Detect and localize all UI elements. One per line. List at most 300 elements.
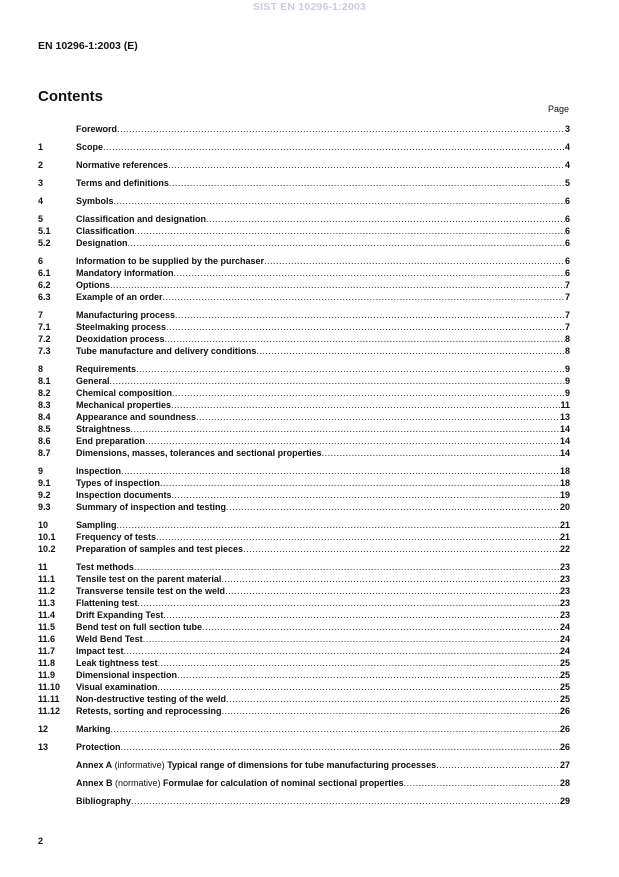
- toc-entry-title: Tensile test on the parent material: [76, 574, 222, 584]
- toc-entry-title: Visual examination: [76, 682, 158, 692]
- toc-entry-label: [76, 237, 128, 249]
- toc-entry[interactable]: [38, 279, 570, 291]
- toc-entry-number: 6.3: [38, 292, 51, 302]
- toc-entry[interactable]: [38, 777, 570, 789]
- toc-entry-label: [76, 333, 165, 345]
- toc-entry[interactable]: [38, 267, 570, 279]
- toc-entry-title: General: [76, 376, 110, 386]
- toc-entry-title: Bend test on full section tube: [76, 622, 203, 632]
- toc-entry-title: Sampling: [76, 520, 117, 530]
- dot-leader: [110, 375, 565, 387]
- toc-entry-label: [76, 447, 322, 459]
- toc-entry-title: Classification: [76, 226, 135, 236]
- toc-entry-page: 23: [559, 610, 570, 620]
- toc-entry-label: [76, 363, 136, 375]
- toc-entry-title: Annex A: [76, 760, 113, 770]
- toc-entry-page: 6: [564, 238, 570, 248]
- toc-entry-label: [76, 597, 138, 609]
- toc-entry[interactable]: [38, 225, 570, 237]
- dot-leader: [134, 561, 560, 573]
- toc-entry-label: [76, 411, 196, 423]
- toc-entry-number: 5.1: [38, 226, 51, 236]
- toc-entry[interactable]: [38, 633, 570, 645]
- toc-entry-number: 8.5: [38, 424, 51, 434]
- toc-entry-label: [76, 279, 110, 291]
- toc-entry-number: 11.3: [38, 598, 56, 608]
- toc-entry[interactable]: [38, 795, 570, 807]
- toc-entry-number: 4: [38, 196, 44, 206]
- toc-entry[interactable]: [38, 741, 570, 753]
- toc-entry-title: Foreword: [76, 124, 118, 134]
- toc-entry-number: 8.2: [38, 388, 51, 398]
- toc-entry-number: 6.1: [38, 268, 51, 278]
- toc-entry-number: 9.1: [38, 478, 51, 488]
- dot-leader: [163, 609, 560, 621]
- toc-entry-title: Transverse tensile test on the weld: [76, 586, 226, 596]
- toc-entry[interactable]: [38, 681, 570, 693]
- toc-entry-title: Terms and definitions: [76, 178, 169, 188]
- toc-entry-label: [76, 141, 103, 153]
- toc-entry-title: Summary of inspection and testing: [76, 502, 227, 512]
- toc-entry-page: 7: [564, 322, 570, 332]
- toc-entry-number: 11.1: [38, 574, 56, 584]
- dot-leader: [196, 411, 560, 423]
- dot-leader: [165, 333, 565, 345]
- toc-entry-page: 24: [559, 646, 570, 656]
- toc-entry-number: 1: [38, 142, 44, 152]
- toc-entry-page: 22: [559, 544, 570, 554]
- toc-entry-label: [76, 159, 168, 171]
- toc-entry-title: Example of an order: [76, 292, 163, 302]
- toc-entry-title: End preparation: [76, 436, 146, 446]
- toc-entry-label: [76, 255, 264, 267]
- toc-entry-title: Impact test: [76, 646, 124, 656]
- toc-entry[interactable]: [38, 411, 570, 423]
- toc-entry-number: 7.2: [38, 334, 51, 344]
- toc-entry-label: [76, 759, 436, 771]
- toc-entry-label: [76, 423, 131, 435]
- toc-entry-qualifier: (informative): [112, 760, 168, 770]
- toc-entry-label: [76, 585, 225, 597]
- dot-leader: [156, 531, 560, 543]
- toc-entry-label: [76, 213, 206, 225]
- toc-entry-number: 6: [38, 256, 44, 266]
- toc-entry-page: 6: [564, 196, 570, 206]
- toc-entry-number: 11.8: [38, 658, 56, 668]
- toc-entry-page: 24: [559, 622, 570, 632]
- toc-entry-page: 21: [559, 520, 570, 530]
- dot-leader: [172, 489, 560, 501]
- toc-entry-number: 3: [38, 178, 44, 188]
- toc-entry-number: 11.12: [38, 706, 61, 716]
- dot-leader: [256, 345, 565, 357]
- dot-leader: [172, 387, 565, 399]
- toc-entry[interactable]: [38, 375, 570, 387]
- toc-entry-label: [76, 657, 158, 669]
- toc-entry-page: 9: [564, 364, 570, 374]
- toc-entry-number: 11.2: [38, 586, 56, 596]
- toc-entry-label: [76, 267, 174, 279]
- toc-entry-title: Annex B: [76, 778, 113, 788]
- dot-leader: [121, 465, 560, 477]
- toc-entry-page: 4: [564, 160, 570, 170]
- dot-leader: [166, 321, 565, 333]
- toc-entry-number: 12: [38, 724, 49, 734]
- dot-leader: [138, 597, 560, 609]
- toc-entry-number: 10.2: [38, 544, 56, 554]
- dot-leader: [103, 141, 565, 153]
- page-title: Contents: [38, 88, 103, 105]
- dot-leader: [128, 237, 565, 249]
- toc-entry-label: [76, 693, 226, 705]
- toc-entry-page: 28: [559, 778, 570, 788]
- table-of-contents: [38, 123, 570, 807]
- toc-entry-title: Retests, sorting and reprocessing: [76, 706, 222, 716]
- toc-entry-page: 23: [559, 598, 570, 608]
- toc-entry-page: 4: [564, 142, 570, 152]
- toc-entry-title: Scope: [76, 142, 104, 152]
- dot-leader: [131, 795, 560, 807]
- toc-entry-title: Drift Expanding Test: [76, 610, 164, 620]
- dot-leader: [143, 633, 560, 645]
- toc-entry-label: [76, 177, 169, 189]
- toc-entry-label: [76, 321, 166, 333]
- toc-entry-page: 14: [559, 424, 570, 434]
- toc-entry-label: [76, 519, 117, 531]
- toc-entry[interactable]: [38, 309, 570, 321]
- toc-entry-title: Mandatory information: [76, 268, 174, 278]
- toc-entry-number: 11.4: [38, 610, 56, 620]
- dot-leader: [117, 519, 560, 531]
- dot-leader: [202, 621, 560, 633]
- toc-entry[interactable]: [38, 573, 570, 585]
- toc-entry-page: 29: [559, 796, 570, 806]
- toc-entry-label: [76, 477, 160, 489]
- toc-entry-title: Designation: [76, 238, 128, 248]
- toc-entry-page: 6: [564, 268, 570, 278]
- toc-entry[interactable]: [38, 759, 570, 771]
- toc-entry-page: 14: [559, 436, 570, 446]
- toc-entry-title: Manufacturing process: [76, 310, 176, 320]
- toc-entry-title: Appearance and soundness: [76, 412, 197, 422]
- toc-entry-number: 7: [38, 310, 44, 320]
- toc-entry-title: Chemical composition: [76, 388, 173, 398]
- toc-entry-title: Dimensional inspection: [76, 670, 178, 680]
- toc-entry[interactable]: [38, 345, 570, 357]
- toc-entry-title: Straightness: [76, 424, 131, 434]
- toc-entry-label: [76, 669, 177, 681]
- toc-entry-page: 25: [559, 694, 570, 704]
- dot-leader: [117, 123, 565, 135]
- toc-entry-number: 8.7: [38, 448, 51, 458]
- toc-entry-title: Normative references: [76, 160, 169, 170]
- dot-leader: [158, 657, 560, 669]
- toc-entry-page: 21: [559, 532, 570, 542]
- dot-leader: [171, 399, 560, 411]
- toc-entry-title: Protection: [76, 742, 121, 752]
- toc-entry-title: Frequency of tests: [76, 532, 157, 542]
- toc-entry-page: 25: [559, 670, 570, 680]
- toc-entry-label: [76, 705, 222, 717]
- toc-entry-number: 11.10: [38, 682, 61, 692]
- toc-entry-number: 5: [38, 214, 44, 224]
- toc-entry-page: 6: [564, 256, 570, 266]
- toc-entry-label: [76, 681, 157, 693]
- page-column-header: Page: [547, 104, 569, 114]
- toc-entry[interactable]: [38, 387, 570, 399]
- toc-entry[interactable]: [38, 477, 570, 489]
- toc-entry-title: Options: [76, 280, 110, 290]
- toc-entry-number: 9.2: [38, 490, 51, 500]
- toc-entry[interactable]: [38, 291, 570, 303]
- toc-entry-page: 8: [564, 334, 570, 344]
- toc-entry[interactable]: [38, 501, 570, 513]
- dot-leader: [404, 777, 560, 789]
- watermark: SIST EN 10296-1:2003: [252, 1, 367, 13]
- toc-entry-page: 7: [564, 310, 570, 320]
- toc-entry-page: 7: [564, 292, 570, 302]
- toc-entry[interactable]: [38, 423, 570, 435]
- toc-entry-title: Information to be supplied by the purchaser: [76, 256, 265, 266]
- toc-entry-label: [76, 123, 117, 135]
- toc-entry-title: Leak tightness test: [76, 658, 158, 668]
- toc-entry-number: 13: [38, 742, 49, 752]
- toc-entry[interactable]: [38, 585, 570, 597]
- toc-entry-label: [76, 573, 221, 585]
- toc-entry-page: 5: [564, 178, 570, 188]
- toc-entry-page: 3: [564, 124, 570, 134]
- dot-leader: [177, 669, 560, 681]
- toc-entry[interactable]: [38, 255, 570, 267]
- toc-entry-page: 20: [559, 502, 570, 512]
- toc-entry[interactable]: [38, 723, 570, 735]
- toc-entry-label: [76, 375, 110, 387]
- toc-entry[interactable]: [38, 447, 570, 459]
- toc-entry[interactable]: [38, 363, 570, 375]
- toc-entry-page: 14: [559, 448, 570, 458]
- toc-entry-number: 8.3: [38, 400, 51, 410]
- dot-leader: [243, 543, 560, 555]
- toc-entry-page: 23: [559, 574, 570, 584]
- toc-entry-page: 18: [559, 466, 570, 476]
- toc-entry-number: 11.5: [38, 622, 56, 632]
- toc-entry-number: 8.6: [38, 436, 51, 446]
- toc-entry-title: Mechanical properties: [76, 400, 172, 410]
- toc-entry-annex-title: Formulae for calculation of nominal sectional properties: [163, 778, 404, 788]
- toc-entry[interactable]: [38, 159, 570, 171]
- toc-entry-number: 2: [38, 160, 44, 170]
- toc-entry-number: 11.7: [38, 646, 56, 656]
- toc-entry-label: [76, 561, 134, 573]
- toc-entry-title: Marking: [76, 724, 111, 734]
- toc-entry-label: [76, 723, 111, 735]
- toc-entry-page: 8: [564, 346, 570, 356]
- dot-leader: [168, 159, 565, 171]
- document-id: EN 10296-1:2003 (E): [38, 40, 138, 52]
- toc-entry-label: [76, 435, 145, 447]
- dot-leader: [124, 645, 560, 657]
- toc-entry-label: [76, 633, 143, 645]
- toc-entry[interactable]: [38, 669, 570, 681]
- toc-entry-title: Flattening test: [76, 598, 138, 608]
- toc-entry-label: [76, 609, 163, 621]
- page-number: 2: [38, 836, 44, 846]
- toc-entry[interactable]: [38, 435, 570, 447]
- toc-entry[interactable]: [38, 531, 570, 543]
- toc-entry-qualifier: (normative): [112, 778, 164, 788]
- toc-entry-title: Non-destructive testing of the weld: [76, 694, 227, 704]
- toc-entry-page: 27: [559, 760, 570, 770]
- toc-entry-number: 11: [38, 562, 48, 572]
- dot-leader: [225, 585, 560, 597]
- toc-entry-number: 7.1: [38, 322, 51, 332]
- toc-entry-number: 8: [38, 364, 44, 374]
- toc-entry-page: 19: [559, 490, 570, 500]
- toc-entry-label: [76, 195, 114, 207]
- toc-entry[interactable]: [38, 561, 570, 573]
- dot-leader: [175, 309, 565, 321]
- toc-entry-label: [76, 777, 404, 789]
- toc-entry-number: 5.2: [38, 238, 51, 248]
- toc-entry-label: [76, 741, 121, 753]
- toc-entry[interactable]: [38, 123, 570, 135]
- toc-entry[interactable]: [38, 141, 570, 153]
- toc-entry-page: 25: [559, 658, 570, 668]
- dot-leader: [226, 501, 560, 513]
- toc-entry[interactable]: [38, 597, 570, 609]
- toc-entry-page: 9: [564, 388, 570, 398]
- toc-entry-label: [76, 621, 202, 633]
- toc-entry-title: Bibliography: [76, 796, 132, 806]
- toc-entry-page: 23: [559, 586, 570, 596]
- toc-entry-title: Dimensions, masses, tolerances and sectional properties: [76, 448, 322, 458]
- toc-entry-annex-title: Typical range of dimensions for tube manufacturing processes: [167, 760, 437, 770]
- toc-entry-label: [76, 795, 131, 807]
- dot-leader: [264, 255, 565, 267]
- toc-entry-number: 9.3: [38, 502, 51, 512]
- toc-entry-label: [76, 489, 172, 501]
- toc-entry-label: [76, 399, 171, 411]
- toc-entry-label: [76, 387, 172, 399]
- toc-entry-number: 11.9: [38, 670, 56, 680]
- dot-leader: [145, 435, 560, 447]
- toc-entry-page: 7: [564, 280, 570, 290]
- toc-entry[interactable]: [38, 645, 570, 657]
- toc-entry-number: 9: [38, 466, 44, 476]
- dot-leader: [226, 693, 560, 705]
- toc-entry[interactable]: [38, 465, 570, 477]
- dot-leader: [114, 195, 565, 207]
- toc-entry[interactable]: [38, 213, 570, 225]
- dot-leader: [160, 477, 560, 489]
- dot-leader: [157, 681, 560, 693]
- dot-leader: [131, 423, 560, 435]
- toc-entry[interactable]: [38, 333, 570, 345]
- toc-entry[interactable]: [38, 237, 570, 249]
- dot-leader: [136, 363, 565, 375]
- toc-entry-page: 6: [564, 214, 570, 224]
- toc-entry-page: 18: [559, 478, 570, 488]
- toc-entry-label: [76, 225, 135, 237]
- toc-entry-number: 11.11: [38, 694, 60, 704]
- toc-entry-label: [76, 309, 175, 321]
- dot-leader: [322, 447, 560, 459]
- toc-entry-title: Preparation of samples and test pieces: [76, 544, 244, 554]
- dot-leader: [221, 573, 560, 585]
- toc-entry[interactable]: [38, 195, 570, 207]
- toc-entry-title: Test methods: [76, 562, 134, 572]
- toc-entry-label: [76, 531, 156, 543]
- toc-entry-page: 9: [564, 376, 570, 386]
- toc-entry-title: Steelmaking process: [76, 322, 167, 332]
- dot-leader: [436, 759, 560, 771]
- toc-entry-label: [76, 645, 124, 657]
- dot-leader: [222, 705, 560, 717]
- toc-entry-label: [76, 543, 243, 555]
- toc-entry[interactable]: [38, 399, 570, 411]
- toc-entry-number: 6.2: [38, 280, 51, 290]
- toc-entry-number: 11.6: [38, 634, 56, 644]
- toc-entry-page: 25: [559, 682, 570, 692]
- toc-entry[interactable]: [38, 489, 570, 501]
- toc-entry-page: 24: [559, 634, 570, 644]
- dot-leader: [163, 291, 565, 303]
- toc-entry-title: Deoxidation process: [76, 334, 165, 344]
- toc-entry-page: 26: [559, 706, 570, 716]
- toc-entry-page: 26: [559, 742, 570, 752]
- toc-entry-number: 8.4: [38, 412, 51, 422]
- toc-entry-page: 11: [560, 400, 570, 410]
- dot-leader: [206, 213, 565, 225]
- toc-entry[interactable]: [38, 519, 570, 531]
- toc-entry-title: Classification and designation: [76, 214, 207, 224]
- toc-entry-label: [76, 291, 163, 303]
- toc-entry-title: Tube manufacture and delivery conditions: [76, 346, 257, 356]
- dot-leader: [111, 723, 560, 735]
- dot-leader: [110, 279, 565, 291]
- dot-leader: [174, 267, 565, 279]
- toc-entry-page: 6: [564, 226, 570, 236]
- dot-leader: [135, 225, 565, 237]
- toc-entry-page: 13: [559, 412, 570, 422]
- toc-entry-title: Symbols: [76, 196, 114, 206]
- toc-entry-page: 26: [559, 724, 570, 734]
- toc-entry[interactable]: [38, 705, 570, 717]
- toc-entry-label: [76, 345, 256, 357]
- toc-entry[interactable]: [38, 543, 570, 555]
- toc-entry-label: [76, 465, 121, 477]
- toc-entry-title: Types of inspection: [76, 478, 160, 488]
- toc-entry-number: 10.1: [38, 532, 56, 542]
- toc-entry[interactable]: [38, 657, 570, 669]
- toc-entry[interactable]: [38, 609, 570, 621]
- toc-entry[interactable]: [38, 177, 570, 189]
- toc-entry-number: 10: [38, 520, 49, 530]
- toc-entry[interactable]: [38, 321, 570, 333]
- toc-entry-number: 7.3: [38, 346, 51, 356]
- toc-entry-title: Inspection: [76, 466, 122, 476]
- toc-entry-page: 23: [559, 562, 570, 572]
- toc-entry[interactable]: [38, 621, 570, 633]
- toc-entry-title: Inspection documents: [76, 490, 172, 500]
- toc-entry-number: 8.1: [38, 376, 51, 386]
- toc-entry-title: Requirements: [76, 364, 137, 374]
- dot-leader: [169, 177, 565, 189]
- toc-entry-title: Weld Bend Test: [76, 634, 143, 644]
- toc-entry-label: [76, 501, 226, 513]
- dot-leader: [121, 741, 560, 753]
- toc-entry[interactable]: [38, 693, 570, 705]
